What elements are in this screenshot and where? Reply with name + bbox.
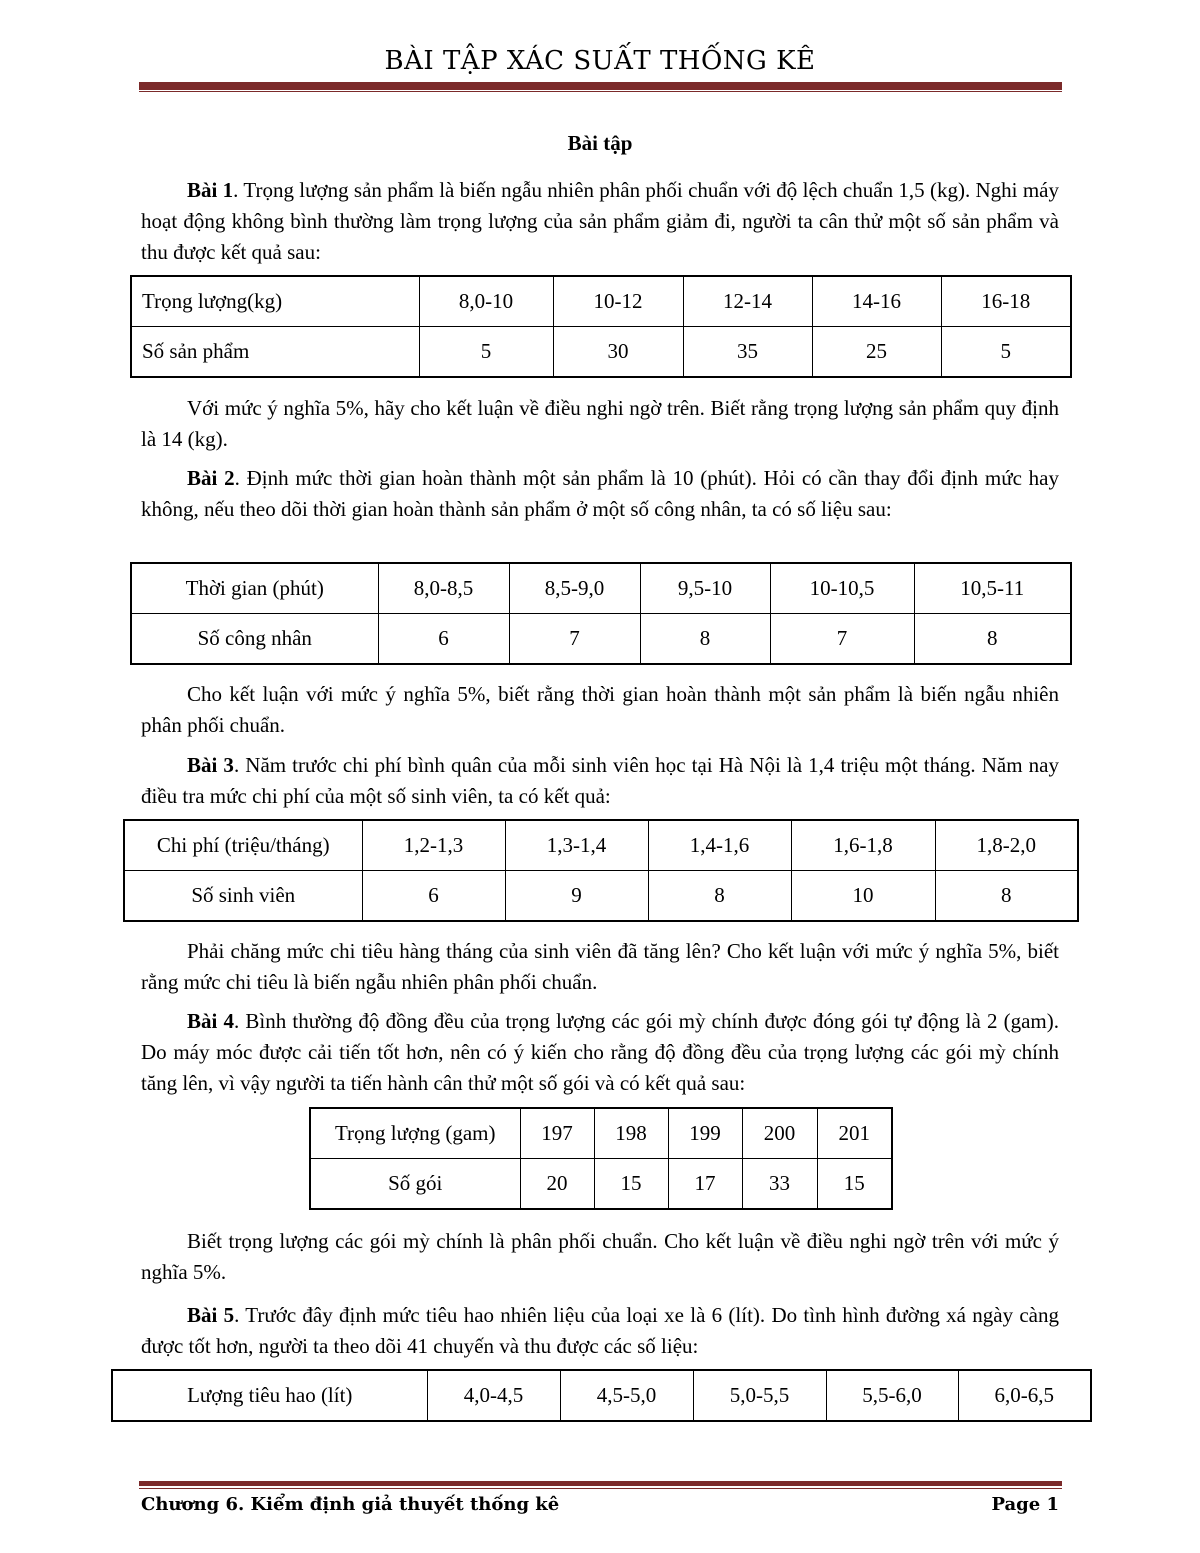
footer-page-number: Page 1	[991, 1494, 1059, 1515]
exercise-3-table	[123, 819, 1079, 922]
exercise-3-body: . Năm trước chi phí bình quân của mỗi sinh viên học tại Hà Nội là 1,4 triệu một tháng. Năm nay điều tra mức chi phí của một số sinh viên, ta có kết quả:	[141, 753, 1059, 808]
table-cell: 10	[791, 871, 935, 922]
table-cell: 7	[770, 614, 914, 665]
table-cell: 9,5-10	[640, 563, 770, 614]
table-cell: Thời gian (phút)	[131, 563, 378, 614]
table-cell: 4,5-5,0	[560, 1370, 693, 1421]
exercise-3-label: Bài 3	[187, 753, 234, 777]
table-cell: 17	[668, 1159, 742, 1210]
exercise-3-question: Phải chăng mức chi tiêu hàng tháng của sinh viên đã tăng lên? Cho kết luận với mức ý nghĩa 5%, biết rằng mức chi tiêu là biến ngẫu nhiên phân phối chuẩn.	[141, 939, 1059, 994]
exercise-5-label: Bài 5	[187, 1303, 235, 1327]
table-row	[310, 1108, 892, 1159]
table-cell: 199	[668, 1108, 742, 1159]
table-cell: 1,4-1,6	[648, 820, 791, 871]
table-cell: 8,5-9,0	[509, 563, 640, 614]
table-cell: 20	[520, 1159, 594, 1210]
table-cell: Số sản phẩm	[131, 327, 419, 378]
table-cell: Số gói	[310, 1159, 520, 1210]
table-cell: 1,6-1,8	[791, 820, 935, 871]
exercise-5-text	[141, 1300, 1059, 1362]
exercise-2-label: Bài 2	[187, 466, 235, 490]
table-cell: 5	[941, 327, 1071, 378]
table-row	[131, 327, 1071, 378]
exercise-1-question: Với mức ý nghĩa 5%, hãy cho kết luận về điều nghi ngờ trên. Biết rằng trọng lượng sản phẩm quy định là 14 (kg).	[141, 396, 1059, 451]
table-row	[131, 276, 1071, 327]
table-cell: Lượng tiêu hao (lít)	[112, 1370, 427, 1421]
table-cell: 8	[648, 871, 791, 922]
table-cell: 30	[553, 327, 683, 378]
exercise-1-table	[130, 275, 1072, 378]
table-row	[112, 1370, 1091, 1421]
exercise-5-table	[111, 1369, 1092, 1422]
section-title: Bài tập	[567, 131, 633, 155]
header-rule-thin	[139, 91, 1062, 92]
exercise-4-label: Bài 4	[187, 1009, 235, 1033]
table-row	[310, 1159, 892, 1210]
table-row	[131, 563, 1071, 614]
table-cell: 8	[914, 614, 1071, 665]
exercise-2-table	[130, 562, 1072, 665]
footer-chapter: Chương 6. Kiểm định giả thuyết thống kê	[141, 1494, 560, 1515]
table-cell: 8,0-8,5	[378, 563, 509, 614]
table-cell: 8,0-10	[419, 276, 553, 327]
exercise-4-text	[141, 1006, 1059, 1099]
table-cell: 6	[378, 614, 509, 665]
table-cell: 35	[683, 327, 812, 378]
exercise-1-label: Bài 1	[187, 178, 234, 202]
exercise-2-text	[141, 463, 1059, 525]
table-cell: 6,0-6,5	[958, 1370, 1091, 1421]
table-cell: 9	[505, 871, 648, 922]
table-row	[124, 820, 1078, 871]
footer-rule-thin	[139, 1488, 1062, 1489]
table-cell: Chi phí (triệu/tháng)	[124, 820, 362, 871]
exercise-4-question: Biết trọng lượng các gói mỳ chính là phân phối chuẩn. Cho kết luận về điều nghi ngờ trên với mức ý nghĩa 5%.	[141, 1229, 1059, 1284]
table-cell: 1,3-1,4	[505, 820, 648, 871]
exercise-2-body: . Định mức thời gian hoàn thành một sản phẩm là 10 (phút). Hỏi có cần thay đổi định mức hay không, nếu theo dõi thời gian hoàn thành sản phẩm ở một số công nhân, ta có số liệu sau:	[141, 466, 1059, 521]
table-cell: 198	[594, 1108, 668, 1159]
table-cell: 10-12	[553, 276, 683, 327]
table-cell: 14-16	[812, 276, 941, 327]
exercise-1-body: . Trọng lượng sản phẩm là biến ngẫu nhiên phân phối chuẩn với độ lệch chuẩn 1,5 (kg). Nghi máy hoạt động không bình thường làm trọng lượng của sản phẩm giảm đi, người ta cân thử một số sản phẩm và thu được kết quả sau:	[141, 178, 1059, 264]
table-row	[131, 614, 1071, 665]
exercise-5-body: . Trước đây định mức tiêu hao nhiên liệu của loại xe là 6 (lít). Do tình hình đường xá ngày càng được tốt hơn, người ta theo dõi 41 chuyến và thu được các số liệu:	[141, 1303, 1060, 1358]
table-cell: 33	[742, 1159, 817, 1210]
exercise-4-table	[309, 1107, 893, 1210]
table-cell: 12-14	[683, 276, 812, 327]
table-cell: 6	[362, 871, 505, 922]
table-cell: 8	[935, 871, 1078, 922]
table-cell: 10-10,5	[770, 563, 914, 614]
table-cell: 15	[817, 1159, 892, 1210]
footer-rule	[139, 1481, 1062, 1486]
table-cell: Số công nhân	[131, 614, 378, 665]
header-rule	[139, 82, 1062, 90]
page-header-title: BÀI TẬP XÁC SUẤT THỐNG KÊ	[384, 46, 816, 76]
table-cell: 25	[812, 327, 941, 378]
table-cell: 8	[640, 614, 770, 665]
table-cell: 5,5-6,0	[826, 1370, 958, 1421]
exercise-2-question: Cho kết luận với mức ý nghĩa 5%, biết rằng thời gian hoàn thành một sản phẩm là biến ngẫu nhiên phân phối chuẩn.	[141, 682, 1059, 737]
exercise-4-body: . Bình thường độ đồng đều của trọng lượng các gói mỳ chính được đóng gói tự động là 2 (gam). Do máy móc được cải tiến tốt hơn, nên có ý kiến cho rằng độ đồng đều của trọng lượng các gói mỳ chính tăng lên, vì vậy người ta tiến hành cân thử một số gói và có kết quả sau:	[141, 1009, 1060, 1095]
exercise-1-text	[141, 175, 1059, 268]
table-cell: 5	[419, 327, 553, 378]
exercise-3-text	[141, 750, 1059, 812]
table-cell: Trọng lượng (gam)	[310, 1108, 520, 1159]
table-cell: 201	[817, 1108, 892, 1159]
table-cell: 197	[520, 1108, 594, 1159]
table-cell: Trọng lượng(kg)	[131, 276, 419, 327]
table-cell: 7	[509, 614, 640, 665]
table-cell: 5,0-5,5	[693, 1370, 826, 1421]
table-cell: 1,8-2,0	[935, 820, 1078, 871]
table-cell: 16-18	[941, 276, 1071, 327]
table-cell: Số sinh viên	[124, 871, 362, 922]
table-cell: 10,5-11	[914, 563, 1071, 614]
table-cell: 1,2-1,3	[362, 820, 505, 871]
table-cell: 15	[594, 1159, 668, 1210]
table-cell: 200	[742, 1108, 817, 1159]
table-row	[124, 871, 1078, 922]
table-cell: 4,0-4,5	[427, 1370, 560, 1421]
